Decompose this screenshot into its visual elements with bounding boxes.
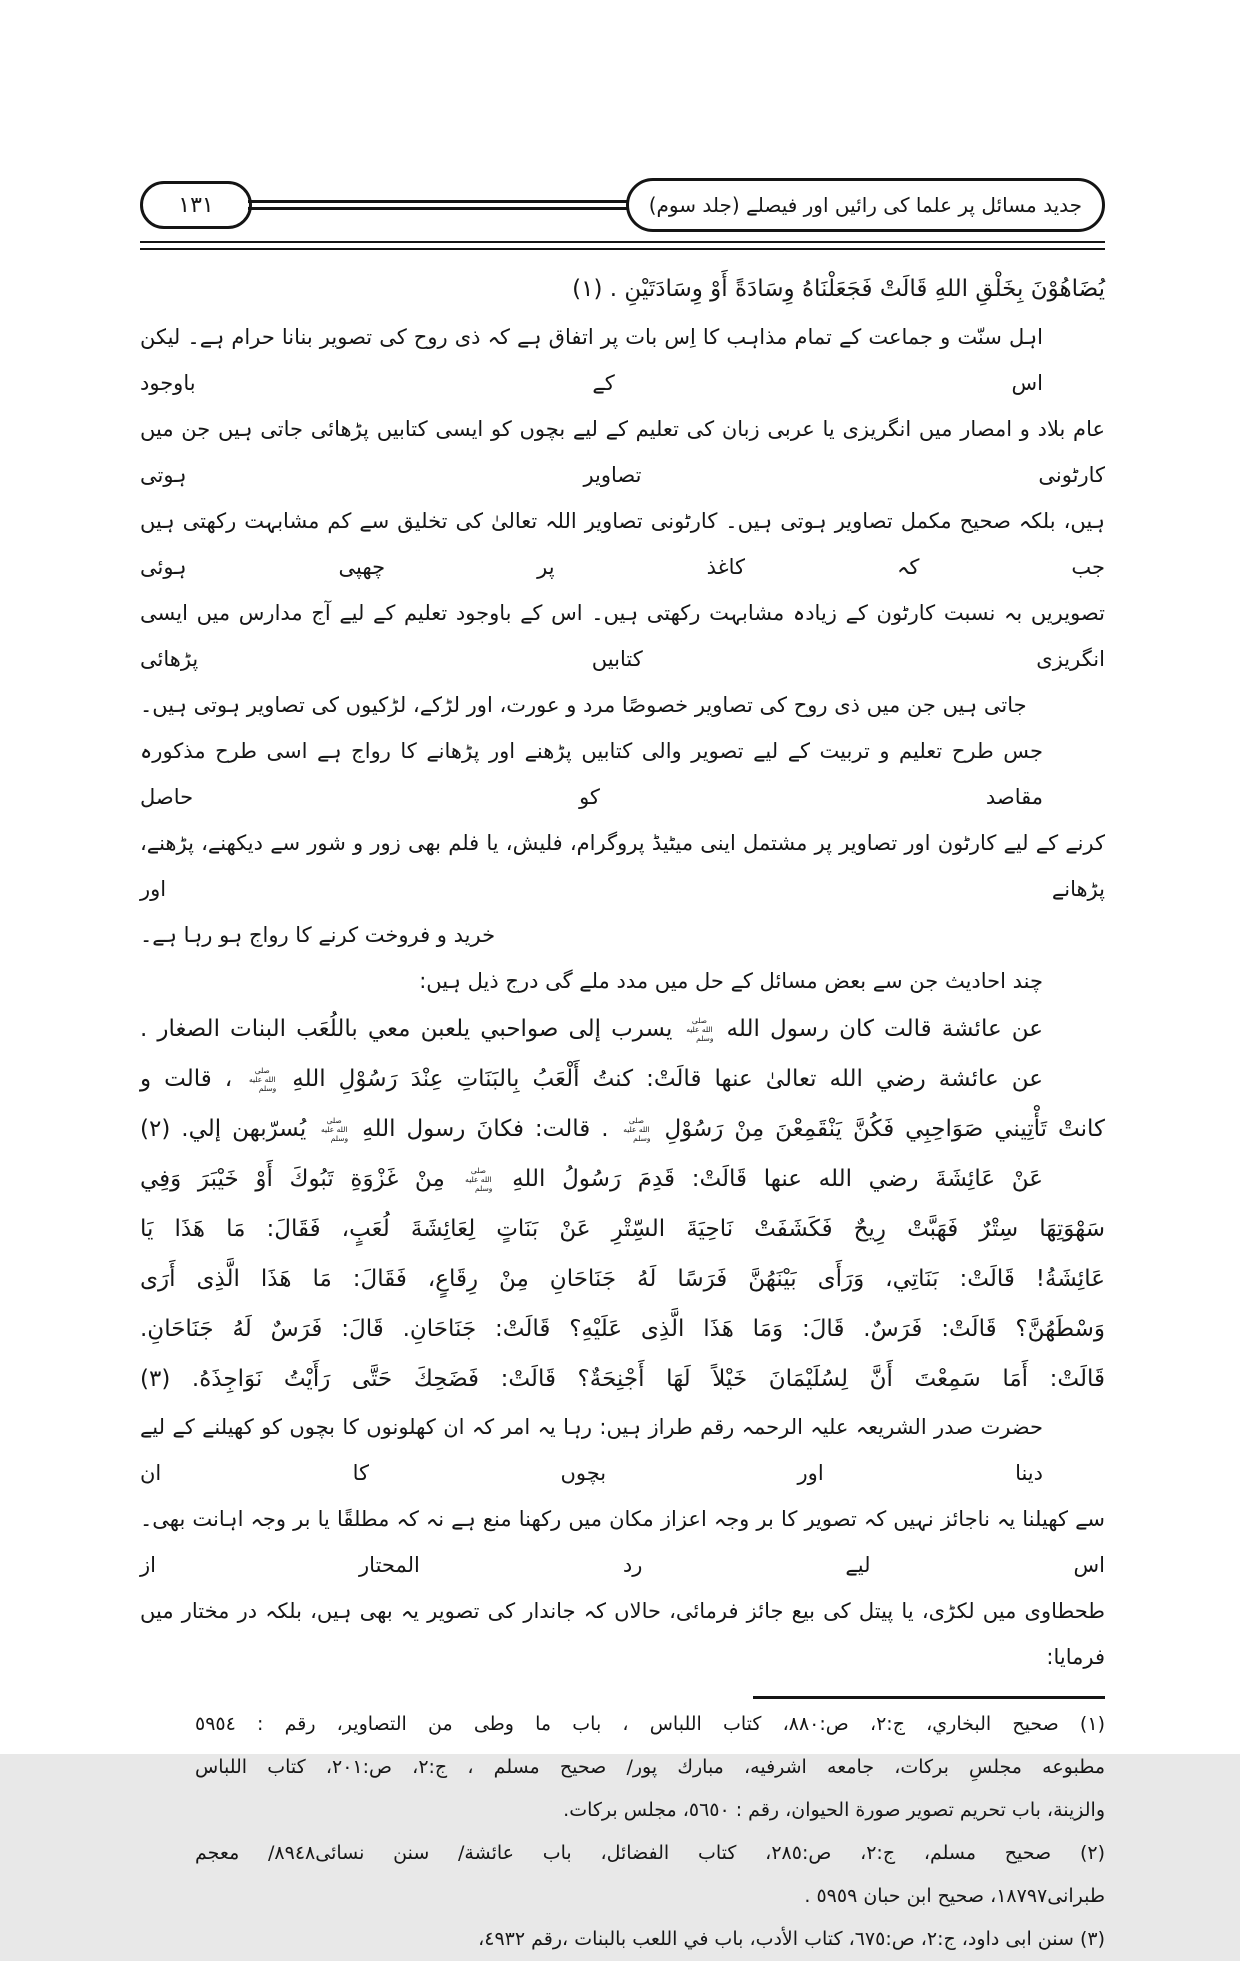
text-line: اہل سنّت و جماعت کے تمام مذاہب کا اِس بات پر اتفاق ہے کہ ذی روح کی تصویر بنانا حرام ہے۔ لیکن اس کے باوجود [140,325,1043,395]
urdu-lead-in [140,958,1105,1004]
text-line: والزينة، باب تحريم تصوير صورة الحيوان، رقم : ٥٦٥٠، مجلس بركات. [563,1799,1105,1821]
honorific-stamp: صلى الله عليه وسلم [686,1016,714,1043]
urdu-paragraph-1 [140,314,1105,728]
text-line: عن عائشة رضي الله تعالىٰ عنها قالَتْ: كنتُ أَلْعَبُ بِالبَنَاتِ عِنْدَ رَسُوْلِ اللهِ صلى الله عليه وسلم ، قالت و [140,1066,1043,1093]
footnote-separator-rule [753,1696,1105,1699]
text-line: (٢) صحيح مسلم، ج:٢، ص:٢٨٥، كتاب الفضائل، باب عائشة/ سنن نسائى٨٩٤٨/ معجم [195,1842,1105,1864]
honorific-stamp: صلى الله عليه وسلم [320,1116,349,1143]
text-line: چند احادیث جن سے بعض مسائل کے حل میں مدد ملے گی درج ذیل ہیں: [419,969,1043,993]
hadith-3 [140,1154,1105,1404]
page-content [140,178,1105,1961]
text-line: (١) صحيح البخاري، ج:٢، ص:٨٨٠، كتاب اللباس ، باب ما وطى من التصاوير، رقم : ٥٩٥٤ [195,1713,1105,1735]
text-line: مطبوعه مجلسِ بركات، جامعه اشرفيه، مبارك پور/ صحيح مسلم ، ج:٢، ص:٢٠١، كتاب اللباس [195,1756,1105,1778]
text-line: طحطاوی میں لکڑی، یا پیتل کی بیع جائز فرمائی، حالاں کہ جاندار کی تصویر یہ بھی ہیں، بلکہ در مختار میں فرمایا: [140,1599,1105,1669]
text-line: ہیں، بلکہ صحیح مکمل تصاویر ہوتی ہیں۔ کارٹونی تصاویر اللہ تعالیٰ کی تخلیق سے کم مشابہت رکھتی ہیں جب کہ کاغذ پر چھپی ہوئی [140,509,1105,579]
arabic-quote-1 [140,264,1105,314]
hadith-2 [140,1054,1105,1154]
text-line: عن عائشة قالت كان رسول الله صلى الله عليه وسلم يسرب إلى صواحبي يلعبن معي باللُعَب البنات الصغار . [140,1016,1043,1043]
footnotes-section [140,1703,1105,1961]
text-line: تصویریں بہ نسبت کارٹون کے زیادہ مشابہت رکھتی ہیں۔ اس کے باوجود تعلیم کے لیے آج مدارس میں ایسی انگریزی کتابیں پڑھائی [140,601,1105,671]
text-line: خرید و فروخت کرنے کا رواج ہو رہا ہے۔ [140,923,496,947]
text-line: عام بلاد و امصار میں انگریزی یا عربی زبان کی تعلیم کے لیے بچوں کو ایسی کتابیں پڑھائی جاتی ہیں جن میں کارٹونی تصاویر ہوتی [140,417,1105,487]
book-title-box [626,178,1105,232]
footnote-3 [195,1918,1105,1961]
text-line: سے کھیلنا یہ ناجائز نہیں کہ تصویر کا بر وجہ اعزاز مکان میں رکھنا منع ہے نہ کہ مطلقًا یا بر وجہ اہانت بھی۔ اس لیے رد المحتار از [140,1507,1105,1577]
page-header [140,178,1105,232]
footnote-1 [195,1703,1105,1832]
text-line: وَسْطَهُنَّ؟ قَالَتْ: فَرَسٌ. قَالَ: وَمَا هَذَا الَّذِى عَلَيْهِ؟ قَالَتْ: جَنَاحَانِ. قَالَ: فَرَسٌ لَهُ جَنَاحَانِ. [140,1316,1105,1342]
text-line: جس طرح تعلیم و تربیت کے لیے تصویر والی کتابیں پڑھنے اور پڑھانے کا رواج ہے اسی طرح مذکورہ مقاصد کو حاصل [140,739,1043,809]
text-line: جاتی ہیں جن میں ذی روح کی تصاویر خصوصًا مرد و عورت، اور لڑکے، لڑکیوں کی تصاویر ہوتی ہیں۔ [140,693,1027,717]
text-line: كانتْ تَأْتِيني صَوَاحِبِي فَكُنَّ يَنْقَمِعْنَ مِنْ رَسُوْلِ صلى الله عليه وسلم . قالت: فكانَ رسول اللهِ صلى الله عليه وسلم يُسرّبهن إلي. (٢) [140,1116,1105,1143]
header-rule [248,200,630,210]
text-line: قَالَتْ: أَمَا سَمِعْتَ أَنَّ لِسُلَيْمَانَ خَيْلاً لَهَا أَجْنِحَةٌ؟ قَالَتْ: فَضَحِكَ حَتَّى رَأَيْتُ نَوَاجِذَهُ. (٣) [140,1366,1105,1392]
urdu-paragraph-2 [140,728,1105,958]
text-line: طبرانى١٨٧٩٧، صحيح ابن حبان ٥٩٥٩ . [804,1885,1105,1907]
urdu-paragraph-3 [140,1404,1105,1680]
honorific-stamp: صلى الله عليه وسلم [623,1116,651,1143]
text-line: سَهْوَتِهَا سِتْرٌ فَهَبَّتْ رِيحٌ فَكَشَفَتْ نَاحِيَةَ السِّتْرِ عَنْ بَنَاتٍ لِعَائِشَةَ لُعَبٍ، فَقَالَ: مَا هَذَا يَا [140,1216,1105,1242]
honorific-stamp: صلى الله عليه وسلم [465,1166,493,1193]
text-line: يُضَاهُوْنَ بِخَلْقِ اللهِ قَالَتْ فَجَعَلْنَاهُ وِسَادَةً أَوْ وِسَادَتَيْنِ . (١) [572,276,1105,302]
footnote-2 [195,1832,1105,1918]
text-line: حضرت صدر الشریعہ علیہ الرحمہ رقم طراز ہیں: رہا یہ امر کہ ان کھلونوں کا بچوں کو کھیلنے کے لیے دینا اور بچوں کا ان [140,1415,1043,1485]
header-separator-rule [140,241,1105,250]
book-title: جدید مسائل پر علما کی رائیں اور فیصلے (جلد سوم) [648,193,1082,217]
honorific-stamp: صلى الله عليه وسلم [249,1066,277,1093]
page-body [140,264,1105,1680]
text-line: عَنْ عَائِشَةَ رضي الله عنها قَالَتْ: قَدِمَ رَسُولُ اللهِ صلى الله عليه وسلم مِنْ غَزْوَةِ تَبُوكَ أَوْ خَيْبَرَ وَفِي [140,1166,1043,1193]
text-line: (٣) سنن ابى داود، ج:٢، ص:٦٧٥، كتاب الأدب، باب في اللعب بالبنات ،رقم ٤٩٣٢، [478,1928,1105,1950]
text-line: کرنے کے لیے کارٹون اور تصاویر پر مشتمل اینی میٹیڈ پروگرام، فلیش، یا فلم بھی زور و شور سے دیکھنے، پڑھنے، پڑھانے اور [140,831,1105,901]
page-number: ١٣١ [178,192,214,218]
text-line: عَائِشَةُ! قَالَتْ: بَنَاتِي، وَرَأَى بَيْنَهُنَّ فَرَسًا لَهُ جَنَاحَانِ مِنْ رِقَاعٍ، فَقَالَ: مَا هَذَا الَّذِى أَرَى [140,1266,1105,1292]
hadith-1 [140,1004,1105,1054]
page-number-box [140,181,252,229]
